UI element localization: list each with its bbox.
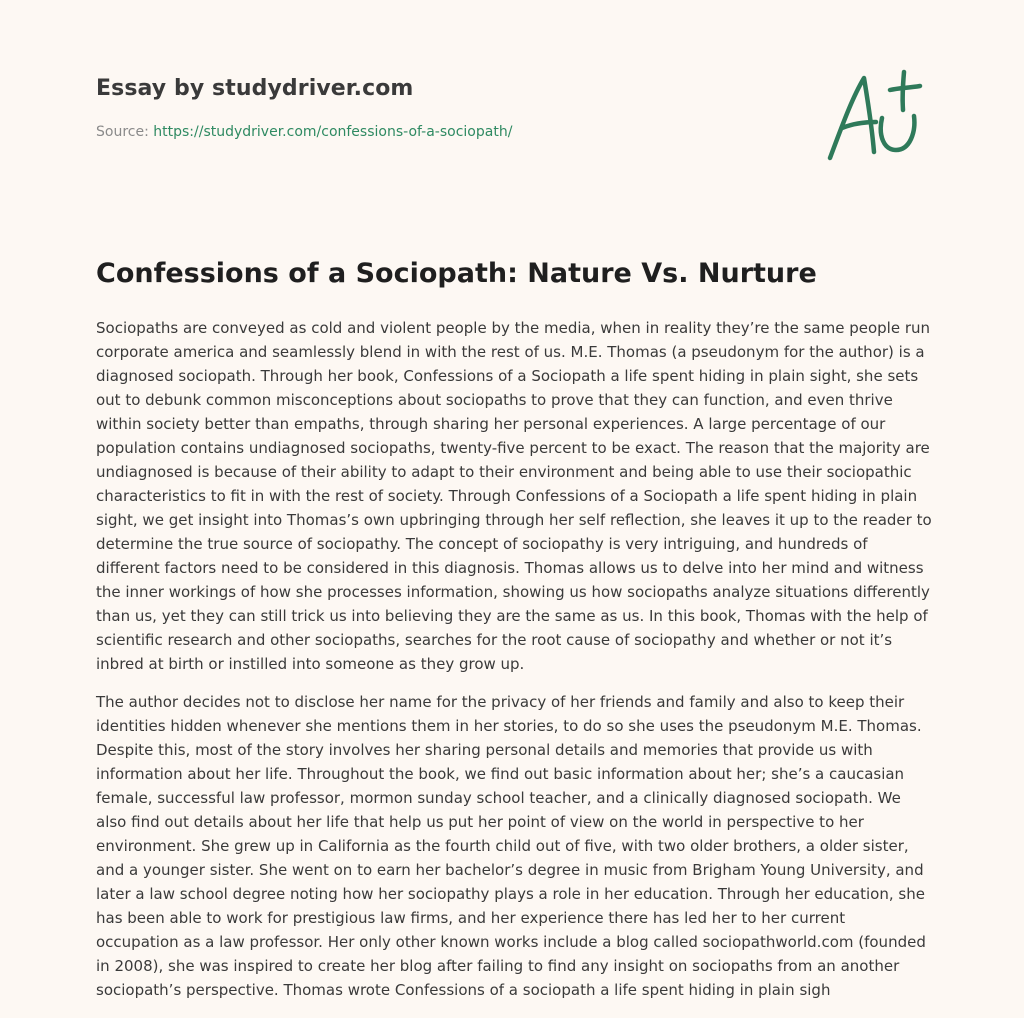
source-link[interactable]: https://studydriver.com/confessions-of-a-sociopath/: [153, 124, 513, 140]
source-line: [96, 124, 512, 140]
essay-body: [96, 316, 932, 1016]
site-brand: Essay by studydriver.com: [96, 76, 414, 101]
a-plus-logo-icon: [820, 66, 930, 166]
source-label: Source:: [96, 124, 149, 140]
essay-title: Confessions of a Sociopath: Nature Vs. Nurture: [96, 258, 817, 289]
essay-paragraph-2: The author decides not to disclose her name for the privacy of her friends and family and also to keep their identities hidden whenever she mentions them in her stories, to do so she uses the pseudonym M.E. Thomas. Despite this, most of the story involves her sharing personal details and memories that provide us with information about her life. Throughout the book, we find out basic information about her; she’s a caucasian female, successful law professor, mormon sunday school teacher, and a clinically diagnosed sociopath. We also find out details about her life that help us put her point of view on the world in perspective to her environment. She grew up in California as the fourth child out of five, with two older brothers, a older sister, and a younger sister. She went on to earn her bachelor’s degree in music from Brigham Young University, and later a law school degree noting how her sociopathy plays a role in her education. Through her education, she has been able to work for prestigious law firms, and her experience there has led her to her current occupation as a law professor. Her only other known works include a blog called sociopathworld.com (founded in 2008), she was inspired to create her blog after failing to find any insight on sociopaths from an another sociopath’s perspective. Thomas wrote Confessions of a sociopath a life spent hiding in plain sigh: [96, 693, 926, 999]
essay-paragraph-1: Sociopaths are conveyed as cold and violent people by the media, when in reality they’re the same people run corporate america and seamlessly blend in with the rest of us. M.E. Thomas (a pseudonym for the author) is a diagnosed sociopath. Through her book, Confessions of a Sociopath a life spent hiding in plain sight, she sets out to debunk common misconceptions about sociopaths to prove that they can function, and even thrive within society better than empaths, through sharing her personal experiences. A large percentage of our population contains undiagnosed sociopaths, twenty-five percent to be exact. The reason that the majority are undiagnosed is because of their ability to adapt to their environment and being able to use their sociopathic characteristics to fit in with the rest of society. Through Confessions of a Sociopath a life spent hiding in plain sight, we get insight into Thomas’s own upbringing through her self reflection, she leaves it up to the reader to determine the true source of sociopathy. The concept of sociopathy is very intriguing, and hundreds of different factors need to be considered in this diagnosis. Thomas allows us to delve into her mind and witness the inner workings of how she processes information, showing us how sociopaths analyze situations differently than us, yet they can still trick us into believing they are the same as us. In this book, Thomas with the help of scientific research and other sociopaths, searches for the root cause of sociopathy and whether or not it’s inbred at birth or instilled into someone as they grow up.: [96, 319, 932, 673]
